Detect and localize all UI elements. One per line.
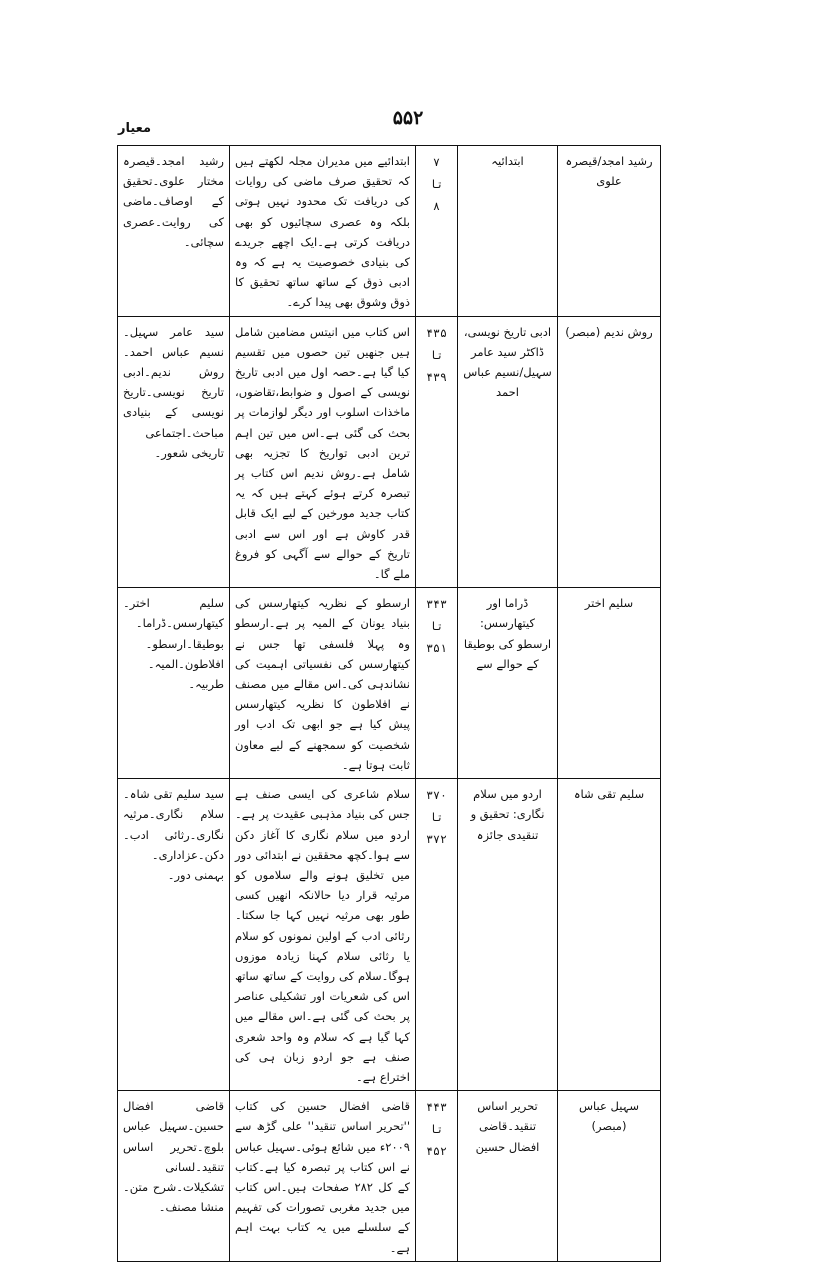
page-to: تا — [429, 177, 444, 191]
page-start: ۳۴۳ — [426, 597, 447, 612]
index-table — [117, 145, 661, 1262]
title-cell: اردو میں سلام نگاری: تحقیق و تنقیدی جائزہ — [458, 779, 558, 1091]
author-cell: روش ندیم (مبصر) — [558, 316, 661, 588]
page-end: ۴۵۲ — [426, 1144, 447, 1159]
page-end: ۳۵۱ — [426, 641, 447, 656]
title-cell: ڈراما اور کیتھارسس: ارسطو کی بوطیقا کے حوالے سے — [458, 588, 558, 779]
running-head: معیار — [118, 121, 152, 136]
page-start: ۷ — [433, 155, 440, 169]
pages-cell — [416, 779, 458, 1091]
table-row — [118, 146, 661, 317]
author-cell: سلیم تقی شاہ — [558, 779, 661, 1091]
page-to: تا — [429, 619, 444, 634]
page-end: ۸ — [433, 199, 440, 213]
page-start: ۴۳۵ — [426, 325, 447, 340]
page-number: ۵۵۲ — [392, 107, 424, 129]
summary-cell: ارسطو کے نظریہ کیتھارسس کی بنیاد یونان کے المیہ پر ہے۔ارسطو وہ پہلا فلسفی تھا جس نے کیتھارسس کی نفسیاتی اہمیت کی نشاندہی کی۔اس مقالے میں مصنف نے افلاطون کا نظریہ کیتھارسس پیش کیا ہے جو ابھی تک ادب اور شخصیت کو سمجھنے کے لیے معاون ثابت ہوتا ہے۔ — [230, 588, 416, 779]
page-start: ۳۷۰ — [426, 788, 447, 803]
title-cell: تحریر اساس تنقید۔قاضی افضال حسین — [458, 1091, 558, 1262]
page-end: ۴۳۹ — [426, 369, 447, 384]
pages-cell — [416, 1091, 458, 1262]
summary-cell: ابتدائیے میں مدیران مجلہ لکھتے ہیں کہ تحقیق صرف ماضی کی روایات کی دریافت تک محدود نہیں ہوتی بلکہ وہ عصری سچائیوں کو بھی دریافت کرتی ہے۔ایک اچھے جریدے کی بنیادی خصوصیت یہ ہے کہ وہ ادبی ذوق کے ساتھ ساتھ تحقیق کا ذوق وشوق بھی پیدا کرے۔ — [230, 146, 416, 317]
summary-cell: سلام شاعری کی ایسی صنف ہے جس کی بنیاد مذہبی عقیدت پر ہے۔اردو میں سلام نگاری کا آغاز دکن سے ہوا۔کچھ محققین نے ابتدائی دور میں تخلیق ہونے والے سلاموں کو مرثیہ قرار دیا حالانکہ انھیں کسی طور بھی مرثیہ نہیں کہا جا سکتا۔رثائی ادب کے اولین نمونوں کو سلام یا رثائی سلام کہنا زیادہ موزوں ہوگا۔سلام کی روایت کے ساتھ ساتھ اس کی شعریات اور تشکیلی عناصر پر بحث کی گئی ہے۔اس مقالے میں کہا گیا ہے کہ سلام وہ واحد شعری صنف ہے جو اردو زبان ہی کی اختراع ہے۔ — [230, 779, 416, 1091]
table-row — [118, 1091, 661, 1262]
table-row — [118, 316, 661, 588]
table-row — [118, 779, 661, 1091]
keywords-cell: سید سلیم تقی شاہ۔سلام نگاری۔مرثیہ نگاری۔رثائی ادب۔دکن۔عزاداری۔بہمنی دور۔ — [118, 779, 230, 1091]
author-cell: رشید امجد/قیصرہ علوی — [558, 146, 661, 317]
summary-cell: قاضی افضال حسین کی کتاب ''تحریر اساس تنقید'' علی گڑھ سے ۲۰۰۹ء میں شائع ہوئی۔سہیل عباس نے اس کتاب پر تبصرہ کیا ہے۔کتاب کے کل ۲۸۲ صفحات ہیں۔اس کتاب میں جدید مغربی تصورات کی تفہیم کے سلسلے میں یہ کتاب بہت اہم ہے۔ — [230, 1091, 416, 1262]
author-cell: سلیم اختر — [558, 588, 661, 779]
title-cell: ابتدائیہ — [458, 146, 558, 317]
page-end: ۳۷۲ — [426, 832, 447, 847]
page-to: تا — [429, 347, 444, 362]
page-to: تا — [429, 810, 444, 825]
keywords-cell: رشید امجد۔قیصرہ مختار علوی۔تحقیق کے اوصاف۔ماضی کی روایت۔عصری سچائی۔ — [118, 146, 230, 317]
summary-cell: اس کتاب میں انیتس مضامین شامل ہیں جنھیں تین حصوں میں تقسیم کیا گیا ہے۔حصہ اول میں ادبی تاریخ نویسی کے اصول و ضوابط،تقاضوں، ماخذات اسلوب اور دیگر لوازمات پر بحث کی گئی ہے۔اس میں تین اہم ترین ادبی تواریخ کا تجزیہ بھی شامل ہے۔روش ندیم اس کتاب پر تبصرہ کرتے ہوئے کہتے ہیں کہ یہ کتاب جدید مورخین کے لیے ایک قابل قدر کاوش ہے اور اس سے ادبی تاریخ کے حوالے سے آگہی کو فروغ ملے گا۔ — [230, 316, 416, 588]
page-to: تا — [429, 1122, 444, 1137]
keywords-cell: قاضی افضال حسین۔سہیل عباس بلوچ۔تحریر اساس تنقید۔لسانی تشکیلات۔شرح متن۔منشا مصنف۔ — [118, 1091, 230, 1262]
pages-cell — [416, 146, 458, 317]
author-cell: سہیل عباس (مبصر) — [558, 1091, 661, 1262]
title-cell: ادبی تاریخ نویسی، ڈاکٹر سید عامر سہیل/نسیم عباس احمد — [458, 316, 558, 588]
table-row — [118, 588, 661, 779]
keywords-cell: سلیم اختر۔کیتھارسس۔ڈراما۔بوطیقا۔ارسطو۔افلاطون۔المیہ۔طربیہ۔ — [118, 588, 230, 779]
page-start: ۴۴۳ — [426, 1100, 447, 1115]
pages-cell — [416, 588, 458, 779]
keywords-cell: سید عامر سہیل۔نسیم عباس احمد۔روش ندیم۔ادبی تاریخ نویسی۔تاریخ نویسی کے بنیادی مباحث۔اجتماعی تاریخی شعور۔ — [118, 316, 230, 588]
pages-cell — [416, 316, 458, 588]
